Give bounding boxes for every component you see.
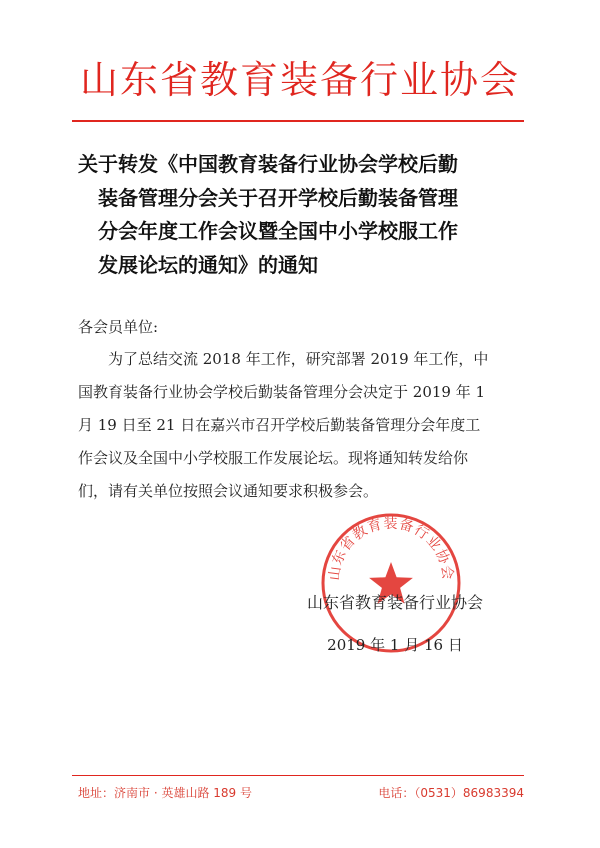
footer-address: 地址：济南市 · 英雄山路 189 号 [78, 786, 252, 800]
notice-title-line: 发展论坛的通知》的通知 [98, 252, 318, 277]
signature-org: 山东省教育装备行业协会 [306, 593, 483, 612]
notice-title-line: 装备管理分会关于召开学校后勤装备管理 [98, 185, 458, 210]
footer [78, 783, 524, 803]
seal-text: 山东省教育装备行业协会 [326, 515, 456, 582]
notice-title-line: 分会年度工作会议暨全国中小学校服工作 [98, 219, 458, 243]
body-line: 为了总结交流 2018 年工作，研究部署 2019 年工作，中 [108, 350, 489, 368]
letterhead-org-name: 山东省教育装备行业协会 [79, 58, 520, 102]
salutation: 各会员单位: [78, 318, 159, 336]
footer-divider [72, 775, 524, 776]
signature-date: 2019 年 1 月 16 日 [327, 636, 463, 654]
notice-body [78, 343, 528, 508]
body-line: 们，请有关单位按照会议通知要求积极参会。 [78, 482, 379, 500]
footer-phone: 电话：（0531）86983394 [378, 786, 524, 800]
body-line: 作会议及全国中小学校服工作发展论坛。现将通知转发给你 [78, 449, 469, 467]
notice-title [78, 148, 522, 282]
letterhead-divider [72, 120, 524, 122]
body-line: 月 19 日至 21 日在嘉兴市召开学校后勤装备管理分会年度工 [78, 416, 481, 434]
notice-title-line: 关于转发《中国教育装备行业协会学校后勤 [78, 152, 458, 176]
body-line: 国教育装备行业协会学校后勤装备管理分会决定于 2019 年 1 [78, 383, 486, 401]
